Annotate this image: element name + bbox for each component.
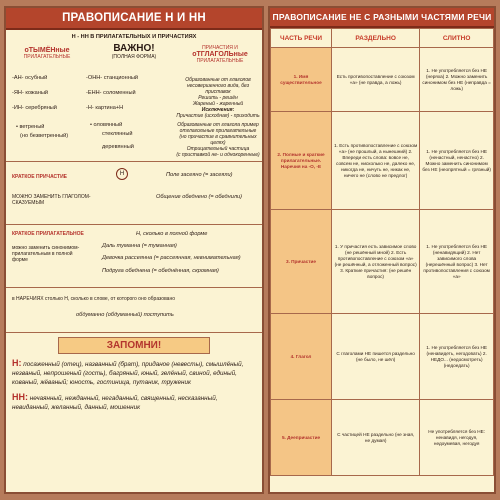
header-together: СЛИТНО [420, 29, 494, 48]
col2-item: стеклянный [102, 131, 133, 137]
important-box [104, 43, 164, 60]
ne-rules-table [270, 28, 494, 476]
short-adjective-ex2: Девочка рассеянна (= рассеянная, невнимательная) [102, 255, 241, 261]
short-adjective-label: КРАТКОЕ ПРИЛАГАТЕЛЬНОЕ [12, 231, 84, 237]
table-header-row [271, 29, 494, 48]
row-pos: 2. Полные и краткие прилагательные. Наречия на -О, -Е [271, 112, 332, 210]
short-participle-block [6, 161, 262, 224]
short-participle-example-2: Общение обеднено (= обеднили) [156, 194, 242, 200]
short-adjective-ex1: Даль туманна (= туманная) [102, 243, 177, 249]
adverb-example: обдуманно (обдуманный) поступить [76, 312, 174, 318]
col3-item: (но причастие в сравнительных целях) [179, 134, 257, 146]
n-words-paragraph [6, 357, 262, 389]
short-adjective-ex3: Подруга обеднена (= обеднённая, скромная) [102, 268, 219, 274]
important-label: ВАЖНО! [113, 43, 155, 54]
header-separate: РАЗДЕЛЬНО [332, 29, 420, 48]
right-title: ПРАВОПИСАНИЕ НЕ С РАЗНЫМИ ЧАСТЯМИ РЕЧИ [270, 8, 494, 28]
right-panel [268, 6, 496, 494]
short-participle-example: Поле засеяно (= засеяли) [166, 172, 233, 178]
col3-list [174, 77, 262, 158]
left-subtitle: Н - НН В ПРИЛАГАТЕЛЬНЫХ И ПРИЧАСТИЯХ [71, 34, 197, 40]
short-adjective-note: можно заменить синонимом-прилагательным в полной форме [12, 245, 80, 263]
col2-item: деревянный [102, 144, 134, 150]
col3-item: (с приставкой не- и однокоренные) [176, 152, 260, 158]
col1-list [12, 71, 82, 140]
table-row [271, 112, 494, 210]
row-together: 1. Не употребляется без НЕ (ненастный, ненастно) 2. Можно заменить синонимом без НЕ (неопрятный = грязный) [420, 112, 494, 210]
col2-item: -ЕНН- соломенный [86, 90, 136, 96]
col1-item: -АН- осубный [12, 75, 48, 81]
left-title: ПРАВОПИСАНИЕ Н И НН [6, 8, 262, 30]
table-row [271, 210, 494, 314]
participle-title: ПРИЧАСТИЯ И [202, 45, 238, 51]
col2-item: -ОНН- станционный [86, 75, 138, 81]
col2-item: -Н- картина+Н [86, 105, 124, 111]
row-separate: С глаголами НЕ пишется раздельно (не было, не шёл) [332, 314, 420, 400]
n-label: Н: [12, 358, 22, 368]
deverbal-title: оТГЛАГОЛЬные [192, 51, 248, 58]
short-adjective-block [6, 224, 262, 287]
denominal-sub: ПРИЛАГАТЕЛЬНЫЕ [23, 54, 71, 60]
col3-item: Образованные от глаголов [185, 77, 251, 83]
row-together: Не употребляется без НЕ: ненавидя, негодуя, недоумевая, негодуя [420, 400, 494, 476]
nn-label: НН: [12, 392, 28, 402]
adverb-rule: в НАРЕЧИЯХ столько Н, сколько в слове, от которого оно образовано [12, 296, 175, 302]
adverb-block [6, 287, 262, 332]
row-pos: 5. Деепричастие [271, 400, 332, 476]
col1-item: • ветреный [16, 124, 45, 130]
denominal-heading [12, 47, 82, 60]
col1-item: -ЯН- кожаный [12, 90, 49, 96]
row-separate: 1. Есть противопоставление с союзом «а» (не прошлый, а нынешний) 2. Впереди есть слова: вовсе не, совсем не, нисколько не, далеко не, никогда не, ничуть не, никак не, ничего не (слово не предлог) [332, 112, 420, 210]
row-pos: 3. Причастие [271, 210, 332, 314]
important-note: (ПОЛНАЯ ФОРМА) [111, 54, 157, 60]
col3-item: Исключения: [201, 107, 235, 113]
nn-rules-block [6, 41, 262, 161]
table-row [271, 314, 494, 400]
remember-block [6, 332, 262, 416]
participle-heading [178, 45, 262, 64]
short-participle-label: КРАТКОЕ ПРИЧАСТИЕ [12, 174, 68, 180]
col3-item: Отрицательный частица [186, 146, 250, 152]
row-separate: 1. У причастия есть зависимое слово (не решённый мной) 2. Есть противопоставление с союзом «а» (не решённый, а отложенный вопрос) 3. Краткие причастия: (не решён вопрос) [332, 210, 420, 314]
n-words: посаженный (отец), названный (брат), приданое (невесты), смышлёный, незваный, непрошеный (гость), багряный, юный, зелёный, свиной, единый, кованый, жёваный; юность, гостиница, путаник, труженик [12, 361, 244, 386]
n-circle-icon: Н [116, 168, 128, 180]
short-participle-note: МОЖНО ЗАМЕНИТЬ ГЛАГОЛОМ-СКАЗУЕМЫМ [12, 194, 91, 206]
short-adjective-rule: Н, сколько в полной форме [136, 231, 208, 237]
col2-item: • оловянный [90, 122, 123, 128]
col3-item: несовершенного вида, без приставок [186, 83, 250, 95]
denominal-title: оТЫМЁНные [24, 47, 70, 54]
row-together: 1. Не употребляется без НЕ (ненавидеть, негодовать) 2. НЕДО... (недосмотреть) (недоедать) [420, 314, 494, 400]
col1-item: (но безветренный) [20, 133, 69, 139]
col2-list [86, 71, 172, 151]
header-pos: ЧАСТЬ РЕЧИ [271, 29, 332, 48]
nn-words: нечаянный, нежданный, негаданный, священный, несказанный, невиданный, желанный, данный, мошенник [12, 395, 218, 411]
row-pos: 1. Имя существительное [271, 48, 332, 112]
col3-item: Причастие (исходная) - приходить [176, 113, 260, 119]
nn-words-paragraph [6, 389, 262, 416]
col3-item: Образованные от глагола пример [177, 122, 259, 128]
col3-item: Решить - решён [198, 95, 238, 101]
col1-item: -ИН- серебряный [12, 105, 57, 111]
col3-item: отглагольные прилагательные [179, 128, 257, 134]
col3-item: Жареный - жаренный [192, 101, 244, 107]
row-separate: С частицей НЕ раздельно (не зная, не думая) [332, 400, 420, 476]
row-pos: 4. Глагол [271, 314, 332, 400]
table-row [271, 48, 494, 112]
row-together: 1. Не употребляется без НЕ (ненавидящий) 2. Нет зависимого слова (нерешённый вопрос) 3. Нет противопоставления с союзом «а» [420, 210, 494, 314]
table-row [271, 400, 494, 476]
row-separate: Есть противопоставление с союзом «а» (не правда, а ложь) [332, 48, 420, 112]
left-panel [4, 6, 264, 494]
remember-title: ЗАПОМНИ! [58, 337, 210, 354]
row-together: 1. Не употребляется без НЕ (неряха) 2. Можно заменить синонимом без НЕ (неправда = ложь) [420, 48, 494, 112]
deverbal-sub: ПРИЛАГАТЕЛЬНЫЕ [196, 58, 244, 64]
